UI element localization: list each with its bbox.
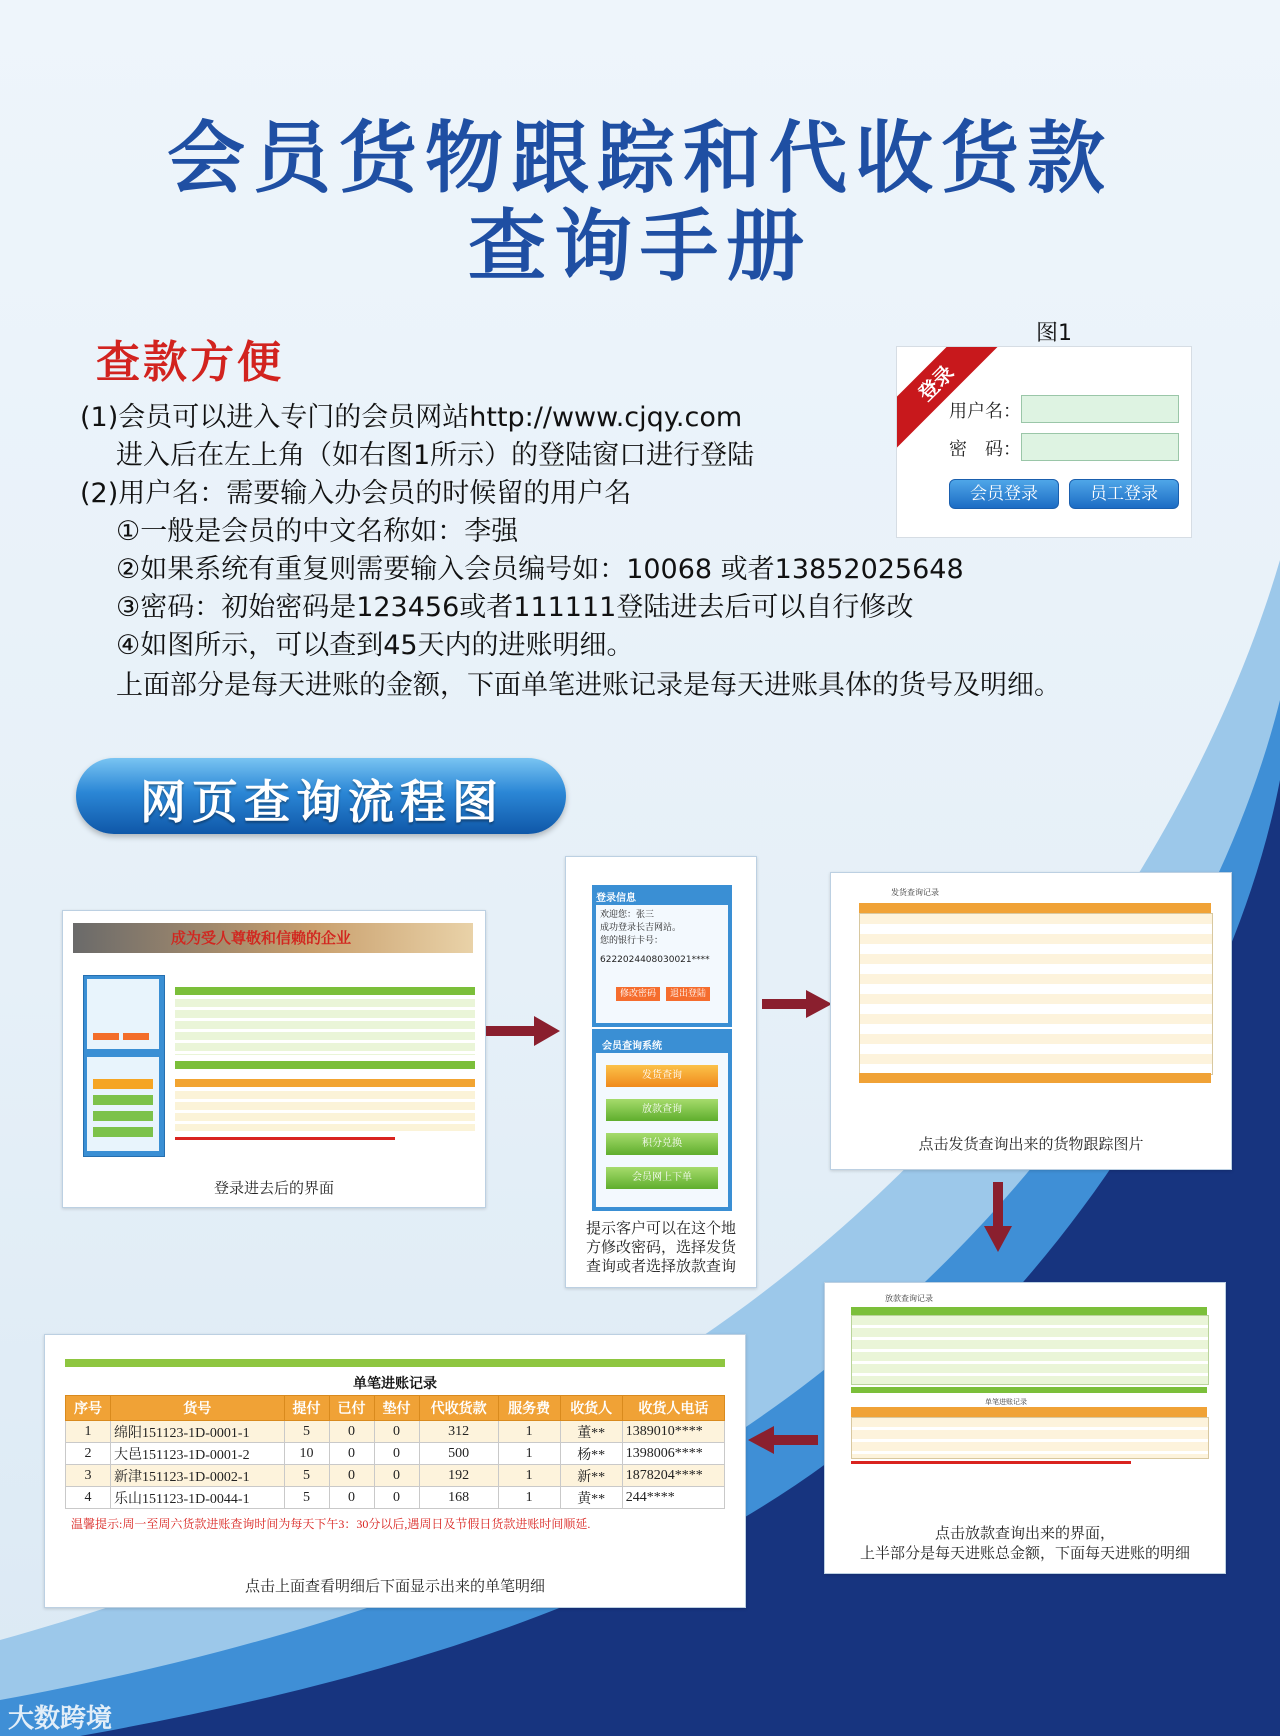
panel1-caption: 登录进去后的界面 xyxy=(213,1179,334,1197)
username-input[interactable] xyxy=(1021,395,1179,423)
cell: 新津151123-1D-0002-1 xyxy=(111,1465,284,1487)
instruction-line: ③密码：初始密码是123456或者111111登陆进去后可以自行修改 xyxy=(116,592,914,623)
cell: 董** xyxy=(560,1421,622,1443)
instruction-line: ①一般是会员的中文名称如：李强 xyxy=(116,516,519,547)
column-header: 服务费 xyxy=(498,1396,560,1421)
change-password-button[interactable]: 修改密码 xyxy=(616,987,660,1001)
table-row xyxy=(66,1443,725,1465)
cell: 1 xyxy=(498,1421,560,1443)
member-login-button[interactable]: 会员登录 xyxy=(949,479,1059,509)
cell: 1 xyxy=(498,1465,560,1487)
cell: 1 xyxy=(498,1443,560,1465)
payment-sub-title: 单笔进账记录 xyxy=(985,1398,1027,1406)
cell: 1 xyxy=(66,1421,111,1443)
cell: 新** xyxy=(560,1465,622,1487)
cell: 1 xyxy=(498,1487,560,1509)
cell: 0 xyxy=(329,1465,374,1487)
flowchart-banner xyxy=(76,758,566,834)
panel-single-records xyxy=(44,1334,746,1608)
panel-shipment-query xyxy=(830,872,1232,1170)
cell: 0 xyxy=(329,1443,374,1465)
figure-label: 图1 xyxy=(1036,321,1072,346)
arrow-right-icon xyxy=(486,1016,560,1046)
site-slogan: 成为受人尊敬和信赖的企业 xyxy=(171,929,352,947)
records-table xyxy=(65,1395,725,1509)
watermark: 大数跨境 xyxy=(8,1704,113,1734)
arrow-left-icon xyxy=(748,1426,818,1454)
cell: 168 xyxy=(419,1487,498,1509)
cell: 192 xyxy=(419,1465,498,1487)
cell: 5 xyxy=(284,1421,329,1443)
cell: 4 xyxy=(66,1487,111,1509)
panel3-caption: 点击发货查询出来的货物跟踪图片 xyxy=(918,1135,1144,1153)
instruction-line: ④如图所示，可以查到45天内的进账明细。 xyxy=(116,630,634,661)
member-system-title: 会员查询系统 xyxy=(602,1041,662,1052)
panel4-caption-line: 上半部分是每天进账总金额，下面每天进账的明细 xyxy=(859,1544,1190,1562)
username-label: 用户名： xyxy=(949,401,1021,422)
cell: 5 xyxy=(284,1465,329,1487)
table-header-row xyxy=(66,1396,725,1421)
panel2-caption-line: 查询或者选择放款查询 xyxy=(585,1257,736,1275)
cell: 5 xyxy=(284,1487,329,1509)
welcome-text: 欢迎您：张三 xyxy=(600,910,655,920)
menu-points-redeem[interactable]: 积分兑换 xyxy=(606,1133,718,1155)
column-header: 货号 xyxy=(111,1396,284,1421)
notice-text: 温馨提示:周一至周六货款进账查询时间为每天下午3：30分以后,遇周日及节假日货款进账时间顺延. xyxy=(71,1517,591,1531)
cell: 绵阳151123-1D-0001-1 xyxy=(111,1421,284,1443)
login-figure xyxy=(896,346,1192,538)
cell: 0 xyxy=(329,1421,374,1443)
cell: 10 xyxy=(284,1443,329,1465)
menu-shipment-query[interactable]: 发货查询 xyxy=(606,1065,718,1087)
arrow-right-icon xyxy=(762,990,832,1018)
cell: 0 xyxy=(374,1487,419,1509)
card-label: 您的银行卡号： xyxy=(600,936,664,946)
panel2-caption-line: 提示客户可以在这个地 xyxy=(585,1219,736,1237)
column-header: 收货人 xyxy=(560,1396,622,1421)
shipment-table-title: 发货查询记录 xyxy=(891,888,939,897)
password-label: 密 码： xyxy=(949,439,1021,460)
cell: 244**** xyxy=(622,1487,724,1509)
menu-payment-query[interactable]: 放款查询 xyxy=(606,1099,718,1121)
cell: 3 xyxy=(66,1465,111,1487)
table-row xyxy=(66,1421,725,1443)
instruction-line: ②如果系统有重复则需要输入会员编号如：10068 或者13852025648 xyxy=(116,554,964,585)
menu-online-order[interactable]: 会员网上下单 xyxy=(606,1167,718,1189)
page-title-line1: 会员货物跟踪和代收货款 xyxy=(166,114,1113,204)
cell: 0 xyxy=(374,1465,419,1487)
column-header: 序号 xyxy=(66,1396,111,1421)
panel2-caption-line: 方修改密码，选择发货 xyxy=(585,1238,736,1256)
column-header: 收货人电话 xyxy=(622,1396,724,1421)
table-row xyxy=(66,1487,725,1509)
cell: 0 xyxy=(329,1487,374,1509)
panel5-caption: 点击上面查看明细后下面显示出来的单笔明细 xyxy=(244,1577,545,1595)
instruction-line: 上面部分是每天进账的金额，下面单笔进账记录是每天进账具体的货号及明细。 xyxy=(116,670,1061,701)
panel4-caption-line: 点击放款查询出来的界面， xyxy=(934,1524,1115,1542)
cell: 500 xyxy=(419,1443,498,1465)
cell: 1878204**** xyxy=(622,1465,724,1487)
password-input[interactable] xyxy=(1021,433,1179,461)
payment-table-title: 放款查询记录 xyxy=(885,1294,933,1303)
cell: 0 xyxy=(374,1443,419,1465)
column-header: 提付 xyxy=(284,1396,329,1421)
cell: 1398006**** xyxy=(622,1443,724,1465)
records-table-title: 单笔进账记录 xyxy=(353,1377,437,1392)
login-success-text: 成功登录长吉网站。 xyxy=(600,923,682,933)
login-info-title: 登录信息 xyxy=(596,893,636,904)
cell: 大邑151123-1D-0001-2 xyxy=(111,1443,284,1465)
page-title-line2: 查询手册 xyxy=(467,202,812,292)
banner-text: 网页查询流程图 xyxy=(140,775,504,829)
cell: 2 xyxy=(66,1443,111,1465)
table-row xyxy=(66,1465,725,1487)
panel-member-menu xyxy=(565,856,757,1288)
cell: 乐山151123-1D-0044-1 xyxy=(111,1487,284,1509)
cell: 1389010**** xyxy=(622,1421,724,1443)
card-number: 6222024408030021**** xyxy=(600,955,710,965)
instruction-line: (1)会员可以进入专门的会员网站http://www.cjqy.com xyxy=(80,402,743,433)
column-header: 垫付 xyxy=(374,1396,419,1421)
cell: 0 xyxy=(374,1421,419,1443)
instruction-line: 进入后在左上角（如右图1所示）的登陆窗口进行登陆 xyxy=(116,440,755,471)
column-header: 已付 xyxy=(329,1396,374,1421)
column-header: 代收货款 xyxy=(419,1396,498,1421)
instruction-line: (2)用户名：需要输入办会员的时候留的用户名 xyxy=(80,478,632,509)
staff-login-button[interactable]: 员工登录 xyxy=(1069,479,1179,509)
section-heading: 查款方便 xyxy=(96,337,284,388)
cell: 312 xyxy=(419,1421,498,1443)
arrow-down-icon xyxy=(984,1182,1012,1252)
cell: 黄** xyxy=(560,1487,622,1509)
cell: 杨** xyxy=(560,1443,622,1465)
panel-payment-query xyxy=(824,1282,1226,1574)
panel-after-login xyxy=(62,910,486,1208)
logout-button[interactable]: 退出登陆 xyxy=(666,987,710,1001)
login-ribbon: 登录 xyxy=(896,346,1002,449)
